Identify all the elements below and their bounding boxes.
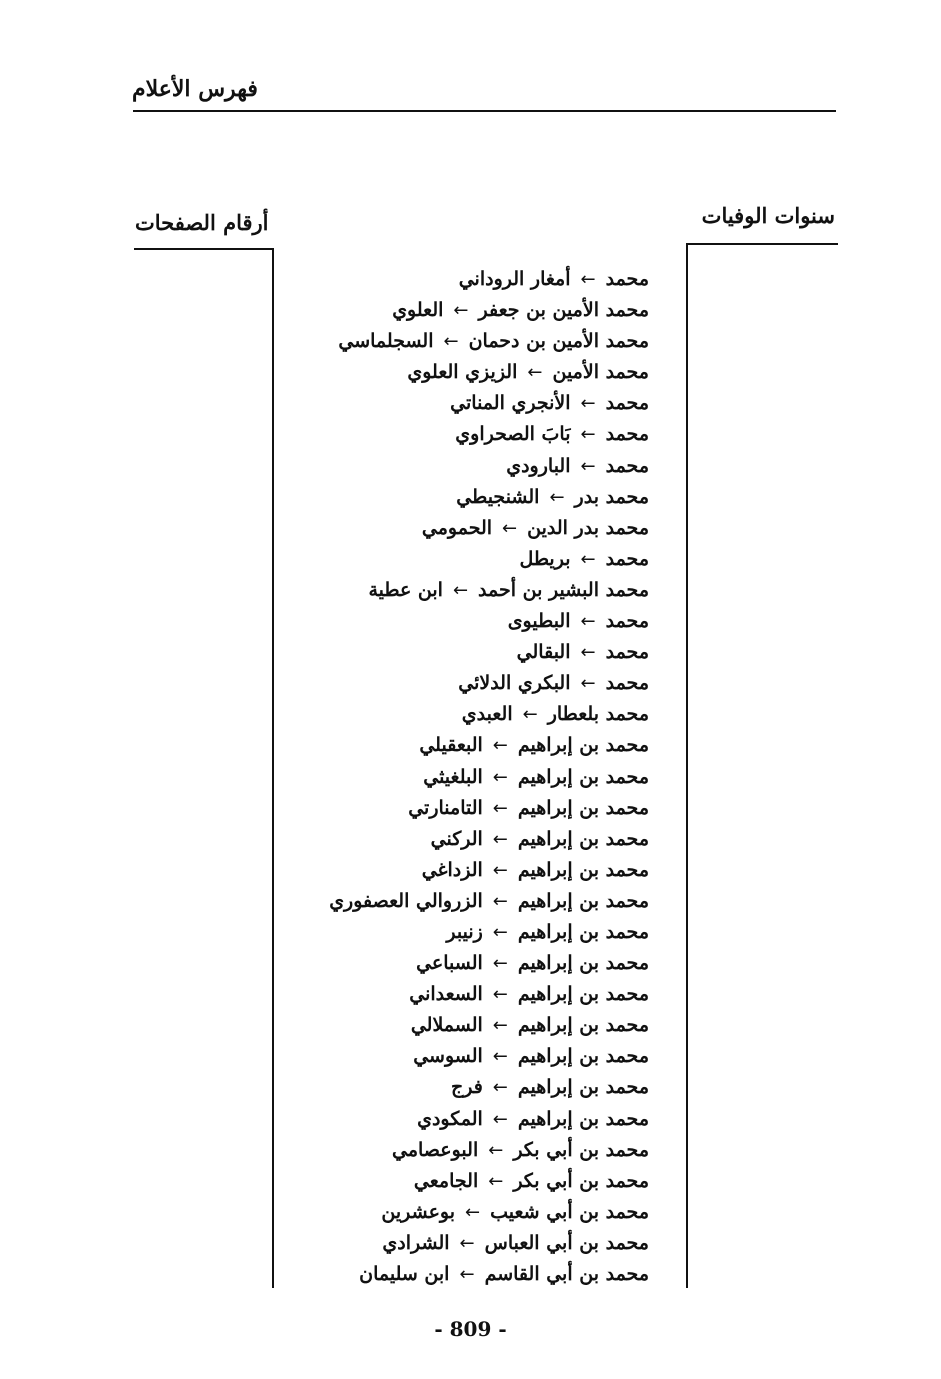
index-entry	[269, 668, 649, 699]
death-years-column-rule	[686, 243, 838, 245]
arrow-left-icon: ←	[492, 1046, 508, 1068]
index-entry	[269, 606, 649, 637]
entry-reference: الشنجيطي	[456, 485, 540, 508]
entry-reference: أمغار الروداني	[458, 268, 571, 290]
entry-name: محمد بن إبراهيم	[517, 1107, 649, 1130]
entry-name: محمد الأمين بن جعفر	[478, 299, 649, 322]
arrow-left-icon: ←	[453, 300, 469, 322]
index-entry	[269, 1135, 649, 1166]
entry-reference: البارودي	[506, 454, 571, 477]
death-years-column-divider	[686, 243, 688, 1288]
entry-reference: البوعصامي	[392, 1138, 479, 1161]
arrow-left-icon: ←	[443, 331, 459, 353]
arrow-left-icon: ←	[580, 611, 596, 633]
entry-reference: فرج	[450, 1076, 483, 1099]
index-entry	[269, 451, 649, 482]
entry-reference: السملالي	[410, 1014, 483, 1037]
entry-reference: الجامعي	[413, 1169, 479, 1192]
page-numbers-column-rule	[134, 248, 274, 250]
arrow-left-icon: ←	[488, 1139, 504, 1161]
arrow-left-icon: ←	[492, 890, 508, 912]
entry-name: محمد بن إبراهيم	[517, 920, 649, 943]
index-entry	[269, 730, 649, 761]
entry-name: محمد بن إبراهيم	[517, 858, 649, 881]
arrow-left-icon: ←	[488, 1170, 504, 1192]
entry-name: محمد بن أبي القاسم	[484, 1263, 649, 1285]
entry-reference: زنيبر	[446, 920, 483, 943]
header-rule	[133, 110, 836, 112]
entry-reference: العبدي	[461, 703, 513, 726]
entry-name: محمد بن إبراهيم	[517, 827, 649, 850]
entry-name: محمد بن أبي شعيب	[490, 1200, 649, 1223]
entry-reference: التامنارتي	[408, 796, 483, 819]
entry-reference: بوعشرين	[381, 1200, 456, 1223]
entry-name: محمد بن أبي العباس	[484, 1231, 649, 1254]
entry-reference: الحمومي	[421, 516, 493, 539]
entry-name: محمد البشير بن أحمد	[478, 578, 649, 601]
index-entry	[269, 326, 649, 357]
entry-name: محمد الأمين بن دحمان	[468, 330, 649, 353]
index-entry	[269, 1041, 649, 1072]
index-entry	[269, 1197, 649, 1228]
index-entry	[269, 388, 649, 419]
arrow-left-icon: ←	[522, 704, 538, 726]
entry-name: محمد بن إبراهيم	[517, 796, 649, 819]
entry-reference: البقالي	[516, 641, 571, 664]
entry-reference: البطيوى	[507, 610, 571, 633]
arrow-left-icon: ←	[580, 673, 596, 695]
index-entry	[269, 264, 649, 295]
arrow-left-icon: ←	[549, 486, 565, 508]
index-entry	[269, 1228, 649, 1259]
index-entry	[269, 1259, 649, 1290]
index-entry	[269, 482, 649, 513]
entry-reference: البعقيلي	[419, 734, 483, 757]
entry-name: محمد بن أبي بكر	[513, 1169, 649, 1192]
entry-name: محمد بن إبراهيم	[517, 952, 649, 975]
entry-reference: البكري الدلائي	[458, 672, 571, 695]
entry-reference: البلغيثي	[423, 765, 483, 788]
entry-name: محمد بن إبراهيم	[517, 983, 649, 1006]
arrow-left-icon: ←	[492, 953, 508, 975]
entry-reference: بَابَ الصحراوي	[455, 423, 571, 446]
entry-reference: ابن عطية	[368, 578, 443, 601]
entry-name: محمد بن إبراهيم	[517, 889, 649, 912]
index-entry	[269, 295, 649, 326]
entry-name: محمد	[605, 610, 649, 633]
arrow-left-icon: ←	[580, 424, 596, 446]
index-entries-list	[269, 264, 649, 1290]
index-entry	[269, 544, 649, 575]
arrow-left-icon: ←	[492, 859, 508, 881]
arrow-left-icon: ←	[492, 1015, 508, 1037]
index-entry	[269, 699, 649, 730]
arrow-left-icon: ←	[492, 921, 508, 943]
entry-name: محمد	[605, 547, 649, 570]
index-entry	[269, 917, 649, 948]
arrow-left-icon: ←	[527, 362, 543, 384]
entry-name: محمد الأمين	[552, 361, 649, 384]
index-entry	[269, 513, 649, 544]
index-entry	[269, 1166, 649, 1197]
entry-name: محمد بن إبراهيم	[517, 1045, 649, 1068]
entry-reference: الركني	[430, 827, 483, 850]
entry-name: محمد	[605, 392, 649, 415]
entry-name: محمد بن أبي بكر	[513, 1138, 649, 1161]
index-entry	[269, 1072, 649, 1103]
running-title: فهرس الأعلام	[132, 76, 258, 102]
entry-reference: ابن سليمان	[359, 1263, 450, 1285]
death-years-column-title: سنوات الوفيات	[701, 203, 835, 228]
entry-name: محمد بن إبراهيم	[517, 1076, 649, 1099]
entry-reference: المكودي	[417, 1107, 483, 1130]
index-entry	[269, 637, 649, 668]
arrow-left-icon: ←	[492, 828, 508, 850]
entry-name: محمد بن إبراهيم	[517, 1014, 649, 1037]
entry-name: محمد بن إبراهيم	[517, 734, 649, 757]
entry-reference: الشرادي	[382, 1231, 450, 1254]
arrow-left-icon: ←	[465, 1201, 481, 1223]
index-entry	[269, 762, 649, 793]
entry-reference: السجلماسي	[338, 330, 434, 353]
index-entry	[269, 793, 649, 824]
arrow-left-icon: ←	[580, 548, 596, 570]
entry-name: محمد بن إبراهيم	[517, 765, 649, 788]
entry-name: محمد	[605, 454, 649, 477]
arrow-left-icon: ←	[492, 735, 508, 757]
entry-reference: العلوي	[392, 299, 444, 322]
arrow-left-icon: ←	[492, 766, 508, 788]
entry-reference: بريطل	[519, 547, 571, 570]
arrow-left-icon: ←	[492, 984, 508, 1006]
index-entry	[269, 1104, 649, 1135]
entry-reference: الزروالي العصفوري	[329, 889, 483, 912]
entry-name: محمد	[605, 641, 649, 664]
page-numbers-column-title: أرقام الصفحات	[135, 210, 269, 235]
entry-name: محمد بدر الدين	[527, 516, 649, 539]
arrow-left-icon: ←	[580, 642, 596, 664]
index-entry	[269, 886, 649, 917]
arrow-left-icon: ←	[459, 1232, 475, 1254]
index-entry	[269, 419, 649, 450]
arrow-left-icon: ←	[580, 269, 596, 290]
arrow-left-icon: ←	[580, 455, 596, 477]
page-number: - 809 -	[434, 1317, 507, 1341]
entry-reference: السعداني	[409, 983, 483, 1006]
entry-reference: الأنجري المناتي	[450, 392, 571, 415]
index-entry	[269, 979, 649, 1010]
arrow-left-icon: ←	[452, 579, 469, 601]
entry-reference: الزيزي العلوي	[407, 361, 518, 384]
index-entry	[269, 948, 649, 979]
arrow-left-icon: ←	[492, 1077, 508, 1099]
index-entry	[269, 855, 649, 886]
index-entry	[269, 357, 649, 388]
arrow-left-icon: ←	[502, 517, 518, 539]
index-entry	[269, 824, 649, 855]
entry-name: محمد بلعطار	[547, 703, 649, 726]
arrow-left-icon: ←	[492, 1108, 508, 1130]
arrow-left-icon: ←	[459, 1264, 475, 1285]
entry-name: محمد	[605, 672, 649, 695]
entry-reference: السباعي	[416, 952, 483, 975]
entry-name: محمد	[605, 268, 649, 290]
entry-name: محمد	[605, 423, 649, 446]
entry-name: محمد بدر	[574, 485, 649, 508]
index-entry	[269, 575, 649, 606]
entry-reference: السوسي	[413, 1045, 483, 1068]
index-entry	[269, 1010, 649, 1041]
arrow-left-icon: ←	[580, 393, 596, 415]
entry-reference: الزداغي	[421, 858, 483, 881]
arrow-left-icon: ←	[492, 797, 508, 819]
